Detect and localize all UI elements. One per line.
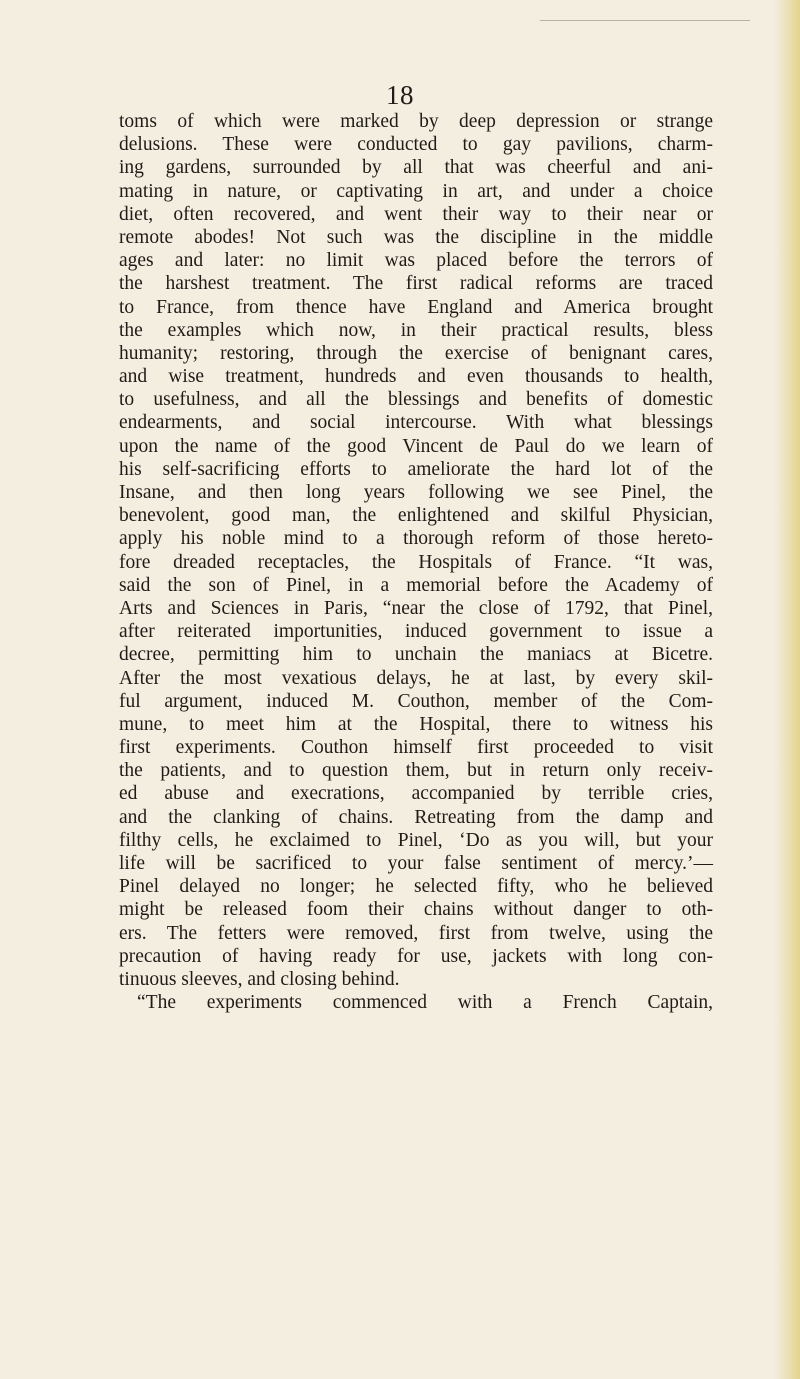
text-line: and wise treatment, hundreds and even thousands to health, [119, 366, 713, 388]
text-line: ing gardens, surrounded by all that was cheerful and ani- [119, 157, 713, 179]
page-edge-discoloration [774, 0, 800, 1379]
text-line: the examples which now, in their practical results, bless [119, 319, 713, 341]
text-line: after reiterated importunities, induced government to issue a [119, 621, 713, 643]
text-line: filthy cells, he exclaimed to Pinel, ‘Do as you will, but your [119, 829, 713, 851]
text-line: to France, from thence have England and America brought [119, 296, 713, 318]
text-line: Arts and Sciences in Paris, “near the close of 1792, that Pinel, [119, 597, 713, 619]
text-line: apply his noble mind to a thorough reform of those hereto- [119, 528, 713, 550]
text-line: and the clanking of chains. Retreating from the damp and [119, 806, 713, 828]
text-line: endearments, and social intercourse. With what blessings [119, 412, 713, 434]
body-text [119, 110, 713, 1014]
text-line: ful argument, induced M. Couthon, member of the Com- [119, 690, 713, 712]
text-line: tinuous sleeves, and closing behind. [119, 968, 400, 990]
text-line: his self-sacrificing efforts to ameliorate the hard lot of the [119, 458, 713, 480]
page-number: 18 [386, 80, 414, 110]
text-line: decree, permitting him to unchain the maniacs at Bicetre. [119, 644, 713, 666]
text-line: upon the name of the good Vincent de Paul do we learn of [119, 435, 713, 457]
text-line: life will be sacrificed to your false sentiment of mercy.’— [119, 853, 713, 874]
text-line: said the son of Pinel, in a memorial before the Academy of [119, 574, 713, 596]
text-line: ages and later: no limit was placed before the terrors of [119, 250, 713, 272]
text-line: fore dreaded receptacles, the Hospitals of France. “It was, [119, 551, 713, 573]
text-line: “The experiments commenced with a French Captain, [137, 992, 713, 1014]
text-line: the harshest treatment. The first radical reforms are traced [119, 273, 713, 295]
text-line: Insane, and then long years following we see Pinel, the [119, 482, 713, 503]
text-line: ers. The fetters were removed, first from twelve, using the [119, 922, 713, 944]
text-line: delusions. These were conducted to gay pavilions, charm- [119, 134, 713, 156]
top-rule [540, 20, 750, 21]
text-line: might be released foom their chains without danger to oth- [119, 899, 713, 921]
text-line: precaution of having ready for use, jackets with long con- [119, 945, 713, 967]
text-line: humanity; restoring, through the exercise of benignant cares, [119, 342, 713, 364]
text-line: the patients, and to question them, but in return only receiv- [119, 760, 713, 782]
text-line: diet, often recovered, and went their way to their near or [119, 203, 713, 225]
text-line: remote abodes! Not such was the discipline in the middle [119, 226, 713, 248]
text-line: mune, to meet him at the Hospital, there to witness his [119, 713, 713, 735]
text-line: After the most vexatious delays, he at last, by every skil- [119, 667, 713, 689]
text-line: ed abuse and execrations, accompanied by terrible cries, [119, 783, 713, 805]
text-line: Pinel delayed no longer; he selected fifty, who he believed [119, 876, 713, 898]
text-line: first experiments. Couthon himself first proceeded to visit [119, 737, 713, 759]
text-line: toms of which were marked by deep depression or strange [119, 111, 713, 132]
text-line: benevolent, good man, the enlightened and skilful Physician, [119, 505, 713, 527]
text-line: to usefulness, and all the blessings and benefits of domestic [119, 389, 713, 411]
text-line: mating in nature, or captivating in art, and under a choice [119, 180, 713, 202]
